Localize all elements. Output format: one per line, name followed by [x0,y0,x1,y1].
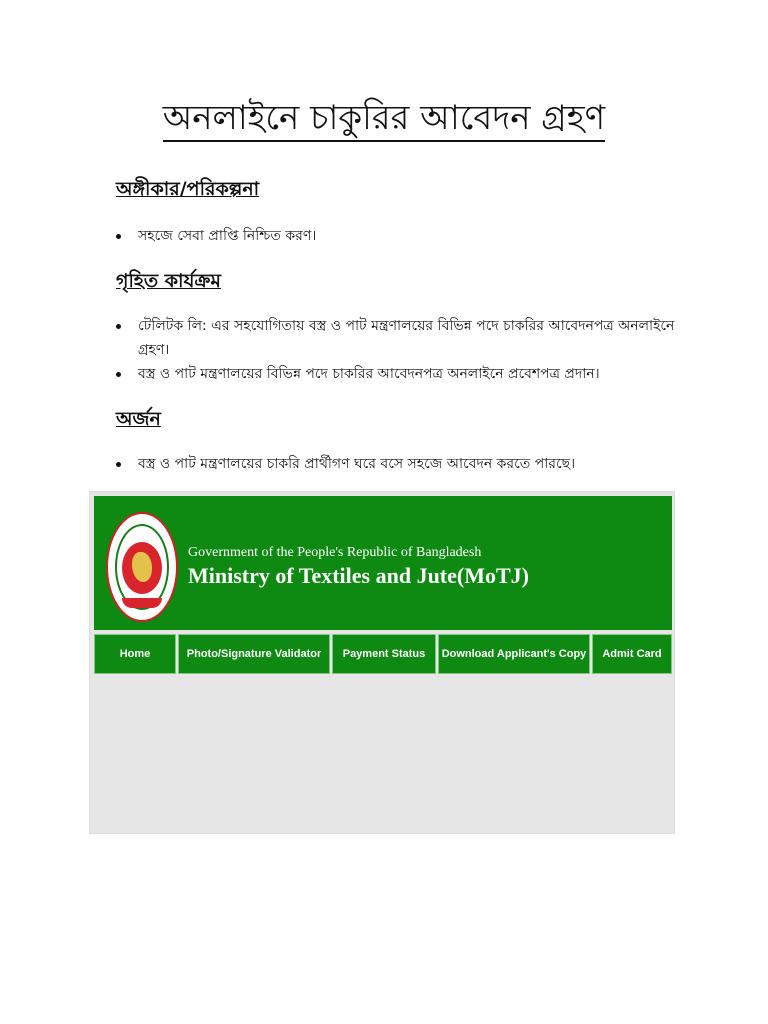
bangladesh-government-seal-icon [106,512,178,622]
achievement-list [116,452,676,476]
motj-website-screenshot [90,492,674,833]
nav-home[interactable]: Home [94,634,176,674]
list-item: টেলিটক লি: এর সহযোগিতায় বস্ত্র ও পাট মন্ত্রণালয়ের বিভিন্ন পদে চাকরির আবেদনপত্র অনলাইনে গ্রহণ। [116,314,676,362]
list-item: সহজে সেবা প্রাপ্তি নিশ্চিত করণ। [116,224,676,248]
site-navbar [94,634,672,678]
commitment-list [116,224,676,248]
site-banner [94,496,672,630]
section-heading-activities: গৃহিত কার্যক্রম [116,270,221,292]
section-heading-achievement: অর্জন [116,408,161,430]
page-title: অনলাইনে চাকুরির আবেদন গ্রহণ [0,96,768,142]
nav-admit-card[interactable]: Admit Card [592,634,672,674]
activities-list [116,314,676,386]
nav-payment-status[interactable]: Payment Status [332,634,436,674]
government-title: Government of the People's Republic of Bangladesh [188,545,482,560]
list-item: বস্ত্র ও পাট মন্ত্রণালয়ের চাকরি প্রার্থীগণ ঘরে বসে সহজে আবেদন করতে পারছে। [116,452,676,476]
nav-download-applicants-copy[interactable]: Download Applicant's Copy [438,634,590,674]
section-heading-commitment: অঙ্গীকার/পরিকল্পনা [116,178,260,200]
ministry-title: Ministry of Textiles and Jute(MoTJ) [188,563,529,588]
list-item: বস্ত্র ও পাট মন্ত্রণালয়ের বিভিন্ন পদে চাকরির আবেদনপত্র অনলাইনে প্রবেশপত্র প্রদান। [116,362,676,386]
nav-photo-signature-validator[interactable]: Photo/Signature Validator [178,634,330,674]
